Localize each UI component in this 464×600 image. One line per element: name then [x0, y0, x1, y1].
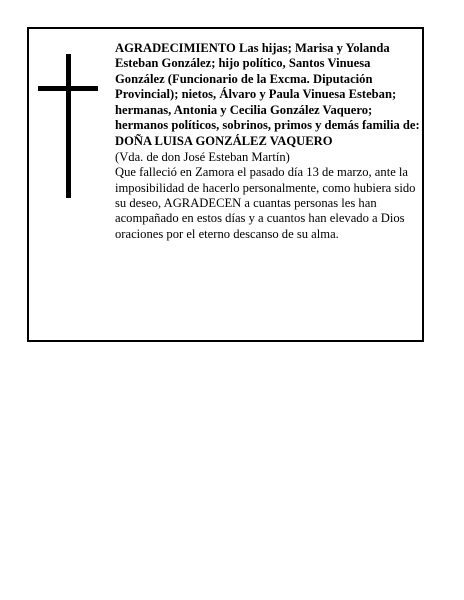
- widow-of: (Vda. de don José Esteban Martín): [115, 149, 290, 164]
- cross-icon: [38, 54, 98, 198]
- obituary-notice: [27, 27, 424, 342]
- notice-body: Que falleció en Zamora el pasado día 13 de marzo, ante la imposibilidad de hacerlo personalmente, como hubiera sido su deseo, AGRADECEN a cuantas personas les han acompañado en estos días y a cuantos han elevado a Dios oraciones por el eterno descanso de su alma.: [115, 165, 416, 241]
- deceased-name: DOÑA LUISA GONZÁLEZ VAQUERO: [115, 134, 333, 149]
- notice-heading: AGRADECIMIENTO Las hijas; Marisa y Yolanda Esteban González; hijo político, Santos Vinuesa González (Funcionario de la Excma. Diputación Provincial); nietos, Álvaro y Paula Vinuesa Esteban; hermanas, Antonia y Cecilia González Vaquero; hermanos políticos, sobrinos, primos y demás familia de:: [115, 41, 420, 133]
- cross-horizontal-bar: [38, 86, 98, 91]
- cross-vertical-bar: [66, 54, 71, 198]
- notice-text: [115, 41, 421, 242]
